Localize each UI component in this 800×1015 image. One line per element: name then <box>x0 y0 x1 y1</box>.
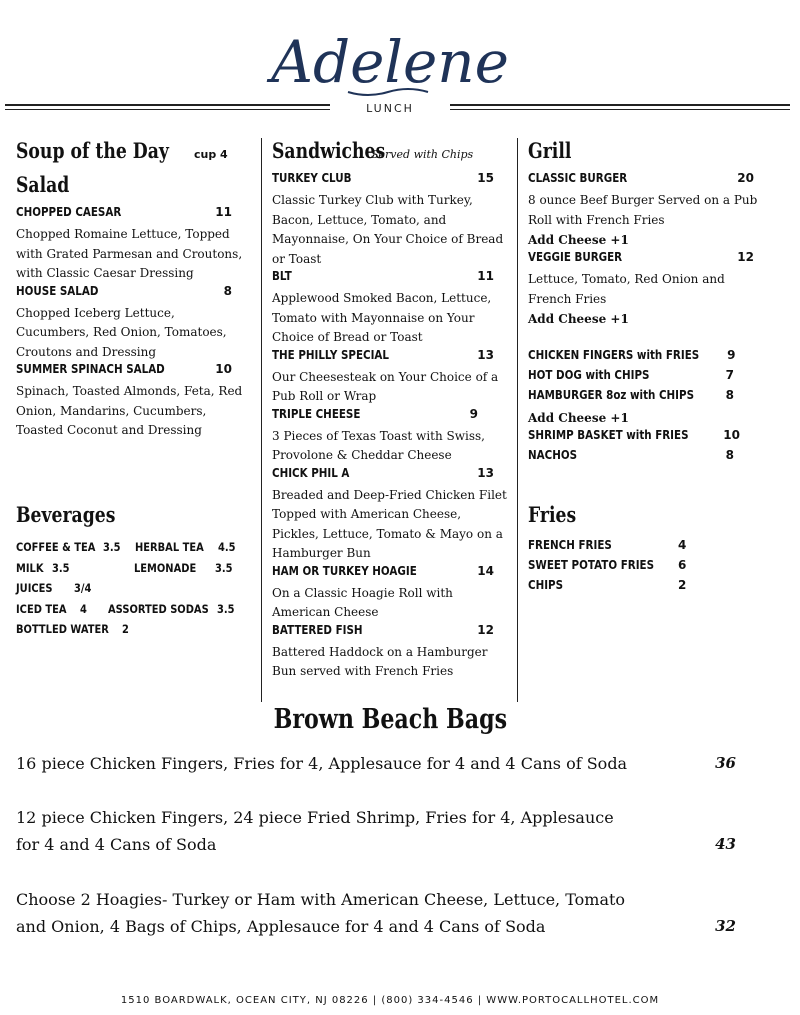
footer-address: 1510 BOARDWALK, OCEAN CITY, NJ 08226 | (800) 334-4546 | WWW.PORTOCALLHOTEL.COM <box>120 995 660 1006</box>
salad-items <box>16 205 246 441</box>
middle-column <box>272 138 508 682</box>
beverage-name: JUICES <box>16 581 53 595</box>
menu-item <box>16 362 246 382</box>
beach-bag-desc: 12 piece Chicken Fingers, 24 piece Fried Shrimp, Fries for 4, Applesauce for 4 and 4 Cans of Soda <box>16 808 614 854</box>
add-cheese-option: Add Cheese +1 <box>528 312 629 326</box>
menu-item <box>528 250 768 270</box>
item-name: CHICKEN FINGERS with FRIES <box>528 348 700 362</box>
beverage-price: 3.5 <box>215 560 233 575</box>
item-name: NACHOS <box>528 448 578 462</box>
item-price: 12 <box>737 250 754 264</box>
item-desc: Chopped Iceberg Lettuce, Cucumbers, Red Onion, Tomatoes, Croutons and Dressing <box>16 305 227 359</box>
item-price: 8 <box>223 283 232 298</box>
beverage-price: 3/4 <box>74 581 92 595</box>
item-name: CHICK PHIL A <box>272 465 350 480</box>
item-name: BATTERED FISH <box>272 622 363 637</box>
header-rule-right <box>450 104 790 114</box>
item-desc: Classic Turkey Club with Turkey, Bacon, Lettuce, Tomato, and Mayonnaise, On Your Choice of Bread or Toast <box>272 193 504 266</box>
item-price: 7 <box>725 368 734 382</box>
item-price: 9 <box>469 406 478 421</box>
beach-bags-title <box>0 704 780 735</box>
beach-bag-price: 36 <box>715 754 736 772</box>
fries-title: Fries <box>528 502 577 527</box>
item-name: TRIPLE CHEESE <box>272 406 361 421</box>
adelene-logo <box>271 0 509 100</box>
menu-item <box>528 348 768 368</box>
item-price: 11 <box>215 205 232 219</box>
beach-bag-item <box>16 750 736 777</box>
menu-item <box>272 269 508 289</box>
add-cheese-option: Add Cheese +1 <box>528 233 629 247</box>
item-desc: Chopped Romaine Lettuce, Topped with Grated Parmesan and Croutons, with Classic Caesar Dressing <box>16 227 243 280</box>
beach-bag-item <box>16 886 736 940</box>
beverage-name: ICED TEA <box>16 601 67 616</box>
item-desc: On a Classic Hoagie Roll with American Cheese <box>272 585 453 619</box>
item-desc: Breaded and Deep-Fried Chicken Filet Topped with American Cheese, Pickles, Lettuce, Tomato & Mayo on a Hamburger Bun <box>272 487 507 560</box>
item-name: TURKEY CLUB <box>272 171 352 185</box>
item-name: SWEET POTATO FRIES <box>528 558 655 572</box>
item-name: VEGGIE BURGER <box>528 250 623 264</box>
menu-item <box>272 348 508 368</box>
item-price: 4 <box>678 538 687 552</box>
item-desc: 8 ounce Beef Burger Served on a Pub Roll with French Fries <box>528 193 758 227</box>
column-divider-1 <box>261 138 262 702</box>
item-name: THE PHILLY SPECIAL <box>272 347 390 362</box>
menu-item <box>528 388 768 408</box>
beach-bag-desc: Choose 2 Hoagies- Turkey or Ham with American Cheese, Lettuce, Tomato and Onion, 4 Bags of Chips, Applesauce for 4 and 4 Cans of Soda <box>16 890 626 936</box>
item-name: CHIPS <box>528 578 564 592</box>
item-name: HOT DOG with CHIPS <box>528 368 650 382</box>
item-price: 8 <box>725 388 734 402</box>
item-desc: Lettuce, Tomato, Red Onion and French Fries <box>528 272 725 306</box>
sandwiches-title: Sandwiches <box>272 138 386 163</box>
beverage-price: 3.5 <box>217 601 235 616</box>
item-price: 9 <box>727 348 736 362</box>
item-name: HAMBURGER 8oz with CHIPS <box>528 388 695 402</box>
beverage-row <box>16 622 246 643</box>
beverage-name: BOTTLED WATER <box>16 622 109 636</box>
menu-item <box>272 564 508 584</box>
beverage-price: 4.5 <box>218 540 236 554</box>
beverage-name: ASSORTED SODAS <box>108 601 209 616</box>
item-price: 14 <box>477 563 494 578</box>
item-name: CLASSIC BURGER <box>528 171 628 185</box>
item-desc: 3 Pieces of Texas Toast with Swiss, Provolone & Cheddar Cheese <box>272 428 485 462</box>
fries-list <box>528 538 686 598</box>
grill-list <box>528 348 768 468</box>
beach-bag-price: 43 <box>715 835 736 853</box>
header-rule-left <box>5 104 330 114</box>
beverage-row <box>16 540 246 561</box>
menu-item <box>528 171 768 191</box>
menu-item <box>272 623 508 643</box>
menu-item <box>272 466 508 486</box>
menu-item <box>272 171 508 191</box>
item-name: HOUSE SALAD <box>16 283 99 298</box>
item-desc: Spinach, Toasted Almonds, Feta, Red Onion, Mandarins, Cucumbers, Toasted Coconut and Dressing <box>16 384 243 437</box>
beach-bag-desc: 16 piece Chicken Fingers, Fries for 4, Applesauce for 4 and 4 Cans of Soda <box>16 754 628 773</box>
logo-text: Adelene <box>271 28 509 96</box>
menu-item <box>272 407 508 427</box>
beverage-row <box>16 581 246 602</box>
add-cheese-option: Add Cheese +1 <box>528 411 629 425</box>
item-price: 13 <box>477 465 494 480</box>
sandwiches-note: Served with Chips <box>371 148 474 161</box>
item-price: 13 <box>477 347 494 362</box>
menu-item <box>16 205 246 225</box>
item-name: BLT <box>272 269 292 283</box>
item-name: HAM OR TURKEY HOAGIE <box>272 563 417 578</box>
soup-price: cup 4 <box>194 148 228 161</box>
beach-bag-price: 32 <box>715 917 736 935</box>
item-desc: Applewood Smoked Bacon, Lettuce, Tomato with Mayonnaise on Your Choice of Bread or Toast <box>272 291 492 344</box>
beverage-price: 3.5 <box>52 560 70 575</box>
item-name: SUMMER SPINACH SALAD <box>16 362 165 376</box>
beach-bags-title-text: Brown Beach Bags <box>273 704 507 735</box>
item-price: 2 <box>678 578 687 592</box>
beverages-title: Beverages <box>16 502 116 527</box>
beverage-price: 3.5 <box>103 540 121 554</box>
grill-title: Grill <box>528 138 572 163</box>
menu-item <box>16 284 246 304</box>
beverage-name: MILK <box>16 560 44 575</box>
item-price: 11 <box>477 269 494 283</box>
beverage-row <box>16 602 246 623</box>
menu-item <box>528 448 768 468</box>
menu-item <box>528 428 768 448</box>
item-name: CHOPPED CAESAR <box>16 205 122 219</box>
beverage-name: LEMONADE <box>134 560 197 575</box>
item-price: 10 <box>215 362 232 376</box>
beach-bag-item <box>16 804 736 858</box>
column-divider-2 <box>517 138 518 702</box>
left-column <box>16 138 246 636</box>
item-price: 20 <box>737 171 754 185</box>
item-name: FRENCH FRIES <box>528 538 612 552</box>
right-column <box>528 138 768 592</box>
menu-item <box>528 368 768 388</box>
beverage-name: COFFEE & TEA <box>16 540 96 554</box>
menu-item <box>528 578 686 598</box>
beverage-price: 2 <box>122 622 129 636</box>
item-price: 8 <box>725 448 734 462</box>
item-price: 12 <box>477 622 494 637</box>
beverage-name: HERBAL TEA <box>135 540 204 554</box>
item-name: SHRIMP BASKET with FRIES <box>528 428 689 442</box>
item-desc: Our Cheesesteak on Your Choice of a Pub Roll or Wrap <box>272 369 499 403</box>
item-price: 15 <box>477 171 494 185</box>
menu-subtitle: LUNCH <box>366 102 414 115</box>
grill-burgers <box>528 171 768 329</box>
menu-item <box>528 558 686 578</box>
salad-title: Salad <box>16 172 70 197</box>
sandwich-items <box>272 171 508 682</box>
beverage-price: 4 <box>80 601 87 616</box>
item-desc: Battered Haddock on a Hamburger Bun served with French Fries <box>272 644 488 678</box>
beverage-row <box>16 561 246 582</box>
item-price: 10 <box>723 428 740 442</box>
item-price: 6 <box>678 558 687 572</box>
menu-header <box>0 0 800 120</box>
menu-item <box>528 538 686 558</box>
soup-title: Soup of the Day <box>16 138 169 163</box>
beverages-list <box>16 540 246 643</box>
